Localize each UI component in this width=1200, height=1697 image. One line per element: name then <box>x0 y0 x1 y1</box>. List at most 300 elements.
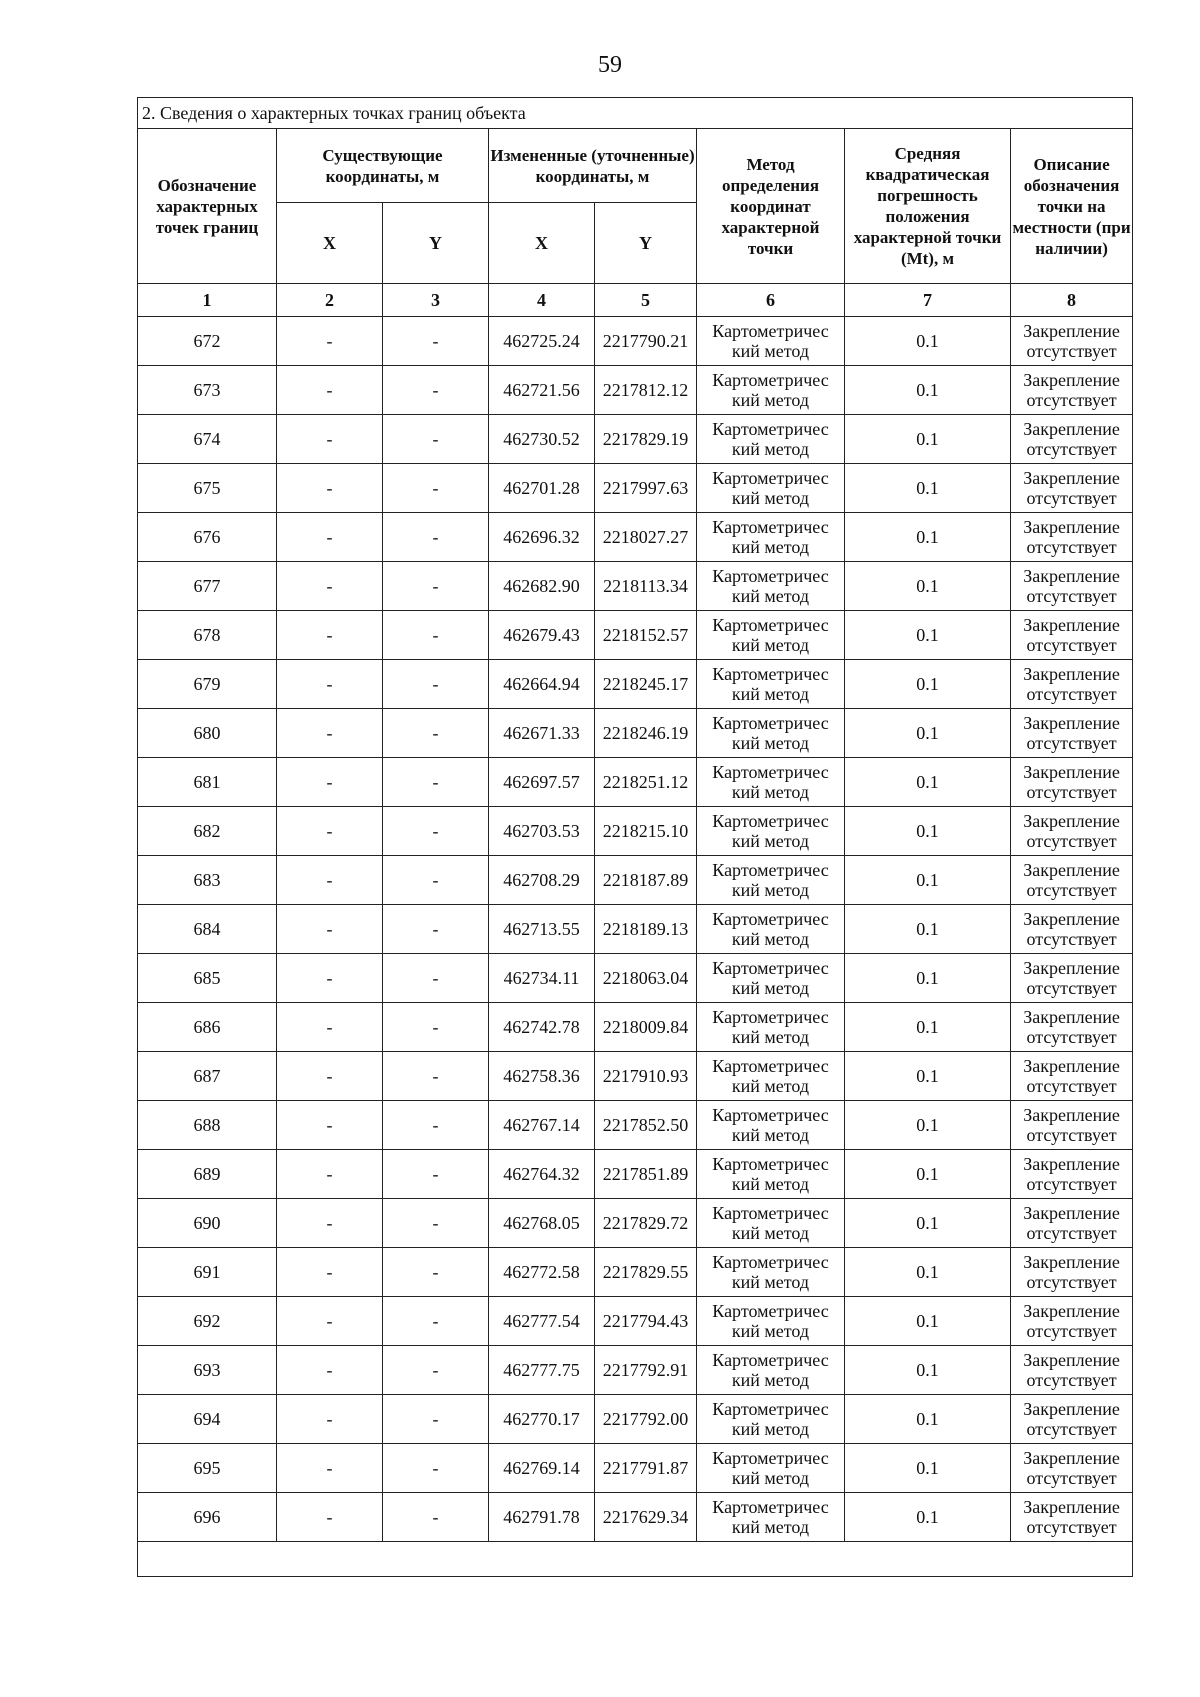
description-cell <box>1011 1003 1133 1052</box>
description-cell <box>1011 1101 1133 1150</box>
method-line-1: Картометричес <box>712 664 829 684</box>
changed-x: 462703.53 <box>489 807 595 856</box>
description-line-2: отсутствует <box>1026 1125 1117 1145</box>
point-id: 680 <box>138 709 277 758</box>
method-line-2: кий метод <box>731 390 810 410</box>
method-line-1: Картометричес <box>712 1252 829 1272</box>
error-value: 0.1 <box>845 1199 1011 1248</box>
point-id: 690 <box>138 1199 277 1248</box>
existing-x: - <box>277 1395 383 1444</box>
points-table-body <box>138 317 1133 1542</box>
point-id: 695 <box>138 1444 277 1493</box>
error-value: 0.1 <box>845 611 1011 660</box>
header-method: Метод определения координат характерной точки <box>697 129 845 284</box>
existing-y: - <box>383 709 489 758</box>
description-line-2: отсутствует <box>1026 1370 1117 1390</box>
method-cell <box>697 1101 845 1150</box>
error-value: 0.1 <box>845 758 1011 807</box>
description-line-1: Закрепление <box>1023 1448 1120 1468</box>
column-number: 4 <box>489 284 595 317</box>
error-value: 0.1 <box>845 1101 1011 1150</box>
method-line-1: Картометричес <box>712 370 829 390</box>
existing-x: - <box>277 1248 383 1297</box>
point-id: 681 <box>138 758 277 807</box>
column-number: 2 <box>277 284 383 317</box>
page-number: 59 <box>598 52 622 78</box>
description-cell <box>1011 1150 1133 1199</box>
error-value: 0.1 <box>845 1395 1011 1444</box>
method-cell <box>697 366 845 415</box>
method-line-1: Картометричес <box>712 713 829 733</box>
existing-x: - <box>277 807 383 856</box>
changed-x: 462767.14 <box>489 1101 595 1150</box>
description-line-2: отсутствует <box>1026 1223 1117 1243</box>
description-cell <box>1011 1052 1133 1101</box>
method-line-2: кий метод <box>731 1468 810 1488</box>
description-cell <box>1011 611 1133 660</box>
description-line-2: отсутствует <box>1026 684 1117 704</box>
existing-x: - <box>277 954 383 1003</box>
table-row <box>138 856 1133 905</box>
column-number: 6 <box>697 284 845 317</box>
point-id: 676 <box>138 513 277 562</box>
method-line-2: кий метод <box>731 341 810 361</box>
description-cell <box>1011 366 1133 415</box>
description-line-2: отсутствует <box>1026 831 1117 851</box>
method-line-1: Картометричес <box>712 1007 829 1027</box>
description-line-2: отсутствует <box>1026 1419 1117 1439</box>
existing-x: - <box>277 1003 383 1052</box>
point-id: 677 <box>138 562 277 611</box>
existing-y: - <box>383 1199 489 1248</box>
boundary-points-table <box>137 97 1133 1577</box>
existing-x: - <box>277 1346 383 1395</box>
description-cell <box>1011 1199 1133 1248</box>
existing-y: - <box>383 856 489 905</box>
table-row <box>138 954 1133 1003</box>
description-line-1: Закрепление <box>1023 664 1120 684</box>
method-cell <box>697 1297 845 1346</box>
method-line-2: кий метод <box>731 1272 810 1292</box>
description-line-1: Закрепление <box>1023 517 1120 537</box>
description-line-1: Закрепление <box>1023 811 1120 831</box>
empty-footer-row <box>138 1542 1133 1577</box>
existing-y: - <box>383 807 489 856</box>
method-line-2: кий метод <box>731 1027 810 1047</box>
method-line-2: кий метод <box>731 880 810 900</box>
method-line-1: Картометричес <box>712 1105 829 1125</box>
point-id: 691 <box>138 1248 277 1297</box>
table-row <box>138 562 1133 611</box>
method-line-1: Картометричес <box>712 1056 829 1076</box>
method-line-2: кий метод <box>731 929 810 949</box>
existing-x: - <box>277 1444 383 1493</box>
description-line-2: отсутствует <box>1026 1321 1117 1341</box>
error-value: 0.1 <box>845 1150 1011 1199</box>
empty-footer-cell <box>138 1542 1133 1577</box>
method-line-2: кий метод <box>731 1419 810 1439</box>
description-line-1: Закрепление <box>1023 1252 1120 1272</box>
changed-y: 2218215.10 <box>595 807 697 856</box>
changed-y: 2218113.34 <box>595 562 697 611</box>
method-line-1: Картометричес <box>712 811 829 831</box>
method-line-1: Картометричес <box>712 321 829 341</box>
point-id: 674 <box>138 415 277 464</box>
existing-y: - <box>383 1346 489 1395</box>
method-cell <box>697 415 845 464</box>
description-line-2: отсутствует <box>1026 782 1117 802</box>
point-id: 696 <box>138 1493 277 1542</box>
table-row <box>138 1395 1133 1444</box>
method-line-2: кий метод <box>731 1223 810 1243</box>
description-line-1: Закрепление <box>1023 615 1120 635</box>
error-value: 0.1 <box>845 562 1011 611</box>
method-cell <box>697 709 845 758</box>
point-id: 693 <box>138 1346 277 1395</box>
header-changed-y: Y <box>595 203 697 284</box>
description-line-1: Закрепление <box>1023 419 1120 439</box>
header-changed-x: X <box>489 203 595 284</box>
point-id: 694 <box>138 1395 277 1444</box>
changed-x: 462713.55 <box>489 905 595 954</box>
description-line-2: отсутствует <box>1026 880 1117 900</box>
method-cell <box>697 317 845 366</box>
point-id: 678 <box>138 611 277 660</box>
point-id: 683 <box>138 856 277 905</box>
table-row <box>138 660 1133 709</box>
column-number: 7 <box>845 284 1011 317</box>
description-cell <box>1011 758 1133 807</box>
description-line-2: отсутствует <box>1026 586 1117 606</box>
description-cell <box>1011 1395 1133 1444</box>
description-cell <box>1011 660 1133 709</box>
existing-x: - <box>277 415 383 464</box>
table-row <box>138 1444 1133 1493</box>
method-cell <box>697 562 845 611</box>
method-line-1: Картометричес <box>712 517 829 537</box>
method-line-2: кий метод <box>731 831 810 851</box>
method-cell <box>697 611 845 660</box>
error-value: 0.1 <box>845 1052 1011 1101</box>
error-value: 0.1 <box>845 660 1011 709</box>
existing-y: - <box>383 1297 489 1346</box>
description-cell <box>1011 856 1133 905</box>
changed-x: 462708.29 <box>489 856 595 905</box>
existing-x: - <box>277 1199 383 1248</box>
description-line-2: отсутствует <box>1026 537 1117 557</box>
description-cell <box>1011 1297 1133 1346</box>
changed-y: 2217910.93 <box>595 1052 697 1101</box>
existing-x: - <box>277 1101 383 1150</box>
description-cell <box>1011 1248 1133 1297</box>
description-line-2: отсутствует <box>1026 635 1117 655</box>
method-line-2: кий метод <box>731 586 810 606</box>
changed-x: 462770.17 <box>489 1395 595 1444</box>
existing-x: - <box>277 856 383 905</box>
method-line-2: кий метод <box>731 978 810 998</box>
existing-x: - <box>277 1493 383 1542</box>
table-row <box>138 1248 1133 1297</box>
existing-y: - <box>383 1150 489 1199</box>
description-line-1: Закрепление <box>1023 1105 1120 1125</box>
description-cell <box>1011 905 1133 954</box>
changed-y: 2217792.91 <box>595 1346 697 1395</box>
existing-x: - <box>277 709 383 758</box>
method-line-1: Картометричес <box>712 468 829 488</box>
error-value: 0.1 <box>845 1003 1011 1052</box>
existing-x: - <box>277 513 383 562</box>
error-value: 0.1 <box>845 905 1011 954</box>
table-row <box>138 1297 1133 1346</box>
existing-x: - <box>277 660 383 709</box>
existing-x: - <box>277 317 383 366</box>
existing-x: - <box>277 758 383 807</box>
changed-y: 2217829.19 <box>595 415 697 464</box>
existing-x: - <box>277 1150 383 1199</box>
method-cell <box>697 1395 845 1444</box>
method-cell <box>697 807 845 856</box>
description-line-2: отсутствует <box>1026 929 1117 949</box>
changed-x: 462701.28 <box>489 464 595 513</box>
point-id: 672 <box>138 317 277 366</box>
method-line-1: Картометричес <box>712 762 829 782</box>
error-value: 0.1 <box>845 1248 1011 1297</box>
description-line-2: отсутствует <box>1026 390 1117 410</box>
table-row <box>138 758 1133 807</box>
changed-y: 2218027.27 <box>595 513 697 562</box>
table-row <box>138 1199 1133 1248</box>
table-row <box>138 905 1133 954</box>
column-number: 5 <box>595 284 697 317</box>
existing-x: - <box>277 1297 383 1346</box>
table-row <box>138 1003 1133 1052</box>
section-title: 2. Сведения о характерных точках границ объекта <box>138 98 1133 129</box>
changed-x: 462772.58 <box>489 1248 595 1297</box>
method-cell <box>697 464 845 513</box>
changed-x: 462697.57 <box>489 758 595 807</box>
changed-x: 462769.14 <box>489 1444 595 1493</box>
method-line-2: кий метод <box>731 1321 810 1341</box>
description-line-2: отсутствует <box>1026 1027 1117 1047</box>
existing-y: - <box>383 1101 489 1150</box>
changed-y: 2218251.12 <box>595 758 697 807</box>
existing-x: - <box>277 464 383 513</box>
description-line-2: отсутствует <box>1026 1174 1117 1194</box>
method-line-1: Картометричес <box>712 615 829 635</box>
method-cell <box>697 758 845 807</box>
method-line-2: кий метод <box>731 733 810 753</box>
method-line-1: Картометричес <box>712 419 829 439</box>
changed-x: 462721.56 <box>489 366 595 415</box>
method-cell <box>697 1150 845 1199</box>
changed-y: 2217790.21 <box>595 317 697 366</box>
table-row <box>138 1150 1133 1199</box>
column-number: 8 <box>1011 284 1133 317</box>
existing-y: - <box>383 513 489 562</box>
description-line-1: Закрепление <box>1023 1497 1120 1517</box>
method-line-2: кий метод <box>731 1370 810 1390</box>
changed-x: 462768.05 <box>489 1199 595 1248</box>
header-error: Средняя квадратическая погрешность положения характерной точки (Mt), м <box>845 129 1011 284</box>
changed-y: 2217791.87 <box>595 1444 697 1493</box>
method-line-1: Картометричес <box>712 1203 829 1223</box>
changed-x: 462791.78 <box>489 1493 595 1542</box>
error-value: 0.1 <box>845 1493 1011 1542</box>
method-line-1: Картометричес <box>712 1448 829 1468</box>
description-line-1: Закрепление <box>1023 1154 1120 1174</box>
description-cell <box>1011 464 1133 513</box>
method-line-1: Картометричес <box>712 1399 829 1419</box>
column-number-row <box>138 284 1133 317</box>
method-cell <box>697 1444 845 1493</box>
description-cell <box>1011 513 1133 562</box>
description-line-1: Закрепление <box>1023 1350 1120 1370</box>
existing-y: - <box>383 611 489 660</box>
description-cell <box>1011 954 1133 1003</box>
existing-y: - <box>383 317 489 366</box>
changed-y: 2217812.12 <box>595 366 697 415</box>
table-row <box>138 1101 1133 1150</box>
description-line-2: отсутствует <box>1026 733 1117 753</box>
changed-x: 462679.43 <box>489 611 595 660</box>
method-line-1: Картометричес <box>712 958 829 978</box>
changed-y: 2218246.19 <box>595 709 697 758</box>
error-value: 0.1 <box>845 807 1011 856</box>
method-cell <box>697 1248 845 1297</box>
method-line-2: кий метод <box>731 488 810 508</box>
description-line-1: Закрепление <box>1023 468 1120 488</box>
method-line-1: Картометричес <box>712 1154 829 1174</box>
changed-y: 2218063.04 <box>595 954 697 1003</box>
description-line-2: отсутствует <box>1026 488 1117 508</box>
method-cell <box>697 513 845 562</box>
existing-y: - <box>383 464 489 513</box>
changed-x: 462725.24 <box>489 317 595 366</box>
existing-y: - <box>383 1395 489 1444</box>
point-id: 679 <box>138 660 277 709</box>
point-id: 687 <box>138 1052 277 1101</box>
error-value: 0.1 <box>845 317 1011 366</box>
description-cell <box>1011 807 1133 856</box>
table-row <box>138 317 1133 366</box>
description-cell <box>1011 1346 1133 1395</box>
changed-y: 2218152.57 <box>595 611 697 660</box>
description-line-1: Закрепление <box>1023 566 1120 586</box>
column-number: 3 <box>383 284 489 317</box>
existing-x: - <box>277 366 383 415</box>
point-id: 685 <box>138 954 277 1003</box>
table-row <box>138 464 1133 513</box>
description-cell <box>1011 415 1133 464</box>
changed-y: 2218187.89 <box>595 856 697 905</box>
changed-y: 2217829.72 <box>595 1199 697 1248</box>
point-id: 675 <box>138 464 277 513</box>
changed-y: 2217792.00 <box>595 1395 697 1444</box>
error-value: 0.1 <box>845 464 1011 513</box>
method-cell <box>697 1493 845 1542</box>
method-cell <box>697 1346 845 1395</box>
existing-y: - <box>383 366 489 415</box>
changed-y: 2217794.43 <box>595 1297 697 1346</box>
table-row <box>138 611 1133 660</box>
existing-y: - <box>383 905 489 954</box>
header-changed-coords: Измененные (уточненные) координаты, м <box>489 129 697 203</box>
header-existing-x: X <box>277 203 383 284</box>
column-number: 1 <box>138 284 277 317</box>
error-value: 0.1 <box>845 415 1011 464</box>
method-line-2: кий метод <box>731 1517 810 1537</box>
changed-y: 2217829.55 <box>595 1248 697 1297</box>
table-row <box>138 1052 1133 1101</box>
existing-x: - <box>277 562 383 611</box>
point-id: 684 <box>138 905 277 954</box>
error-value: 0.1 <box>845 709 1011 758</box>
description-line-2: отсутствует <box>1026 978 1117 998</box>
existing-y: - <box>383 1248 489 1297</box>
error-value: 0.1 <box>845 1444 1011 1493</box>
description-cell <box>1011 1493 1133 1542</box>
header-description: Описание обозначения точки на местности (при наличии) <box>1011 129 1133 284</box>
table-row <box>138 513 1133 562</box>
existing-y: - <box>383 954 489 1003</box>
description-line-2: отсутствует <box>1026 1076 1117 1096</box>
table-row <box>138 807 1133 856</box>
description-line-1: Закрепление <box>1023 860 1120 880</box>
method-cell <box>697 954 845 1003</box>
description-line-1: Закрепление <box>1023 1203 1120 1223</box>
changed-x: 462777.54 <box>489 1297 595 1346</box>
description-line-1: Закрепление <box>1023 1301 1120 1321</box>
method-line-2: кий метод <box>731 1076 810 1096</box>
header-existing-coords: Существующие координаты, м <box>277 129 489 203</box>
description-line-2: отсутствует <box>1026 1517 1117 1537</box>
description-line-2: отсутствует <box>1026 1272 1117 1292</box>
description-line-1: Закрепление <box>1023 1007 1120 1027</box>
existing-x: - <box>277 611 383 660</box>
description-cell <box>1011 562 1133 611</box>
changed-y: 2218189.13 <box>595 905 697 954</box>
existing-y: - <box>383 660 489 709</box>
method-line-2: кий метод <box>731 537 810 557</box>
existing-y: - <box>383 415 489 464</box>
changed-x: 462730.52 <box>489 415 595 464</box>
existing-x: - <box>277 1052 383 1101</box>
table-row <box>138 415 1133 464</box>
description-cell <box>1011 317 1133 366</box>
description-line-1: Закрепление <box>1023 370 1120 390</box>
existing-y: - <box>383 1493 489 1542</box>
method-line-1: Картометричес <box>712 566 829 586</box>
point-id: 689 <box>138 1150 277 1199</box>
changed-y: 2217851.89 <box>595 1150 697 1199</box>
point-id: 686 <box>138 1003 277 1052</box>
points-sheet <box>137 97 1132 1577</box>
table-row <box>138 1346 1133 1395</box>
point-id: 692 <box>138 1297 277 1346</box>
method-line-1: Картометричес <box>712 1350 829 1370</box>
description-line-2: отсутствует <box>1026 439 1117 459</box>
method-line-2: кий метод <box>731 1174 810 1194</box>
description-line-2: отсутствует <box>1026 341 1117 361</box>
method-cell <box>697 1052 845 1101</box>
description-line-2: отсутствует <box>1026 1468 1117 1488</box>
method-line-1: Картометричес <box>712 909 829 929</box>
existing-x: - <box>277 905 383 954</box>
error-value: 0.1 <box>845 513 1011 562</box>
description-line-1: Закрепление <box>1023 958 1120 978</box>
error-value: 0.1 <box>845 856 1011 905</box>
method-cell <box>697 856 845 905</box>
